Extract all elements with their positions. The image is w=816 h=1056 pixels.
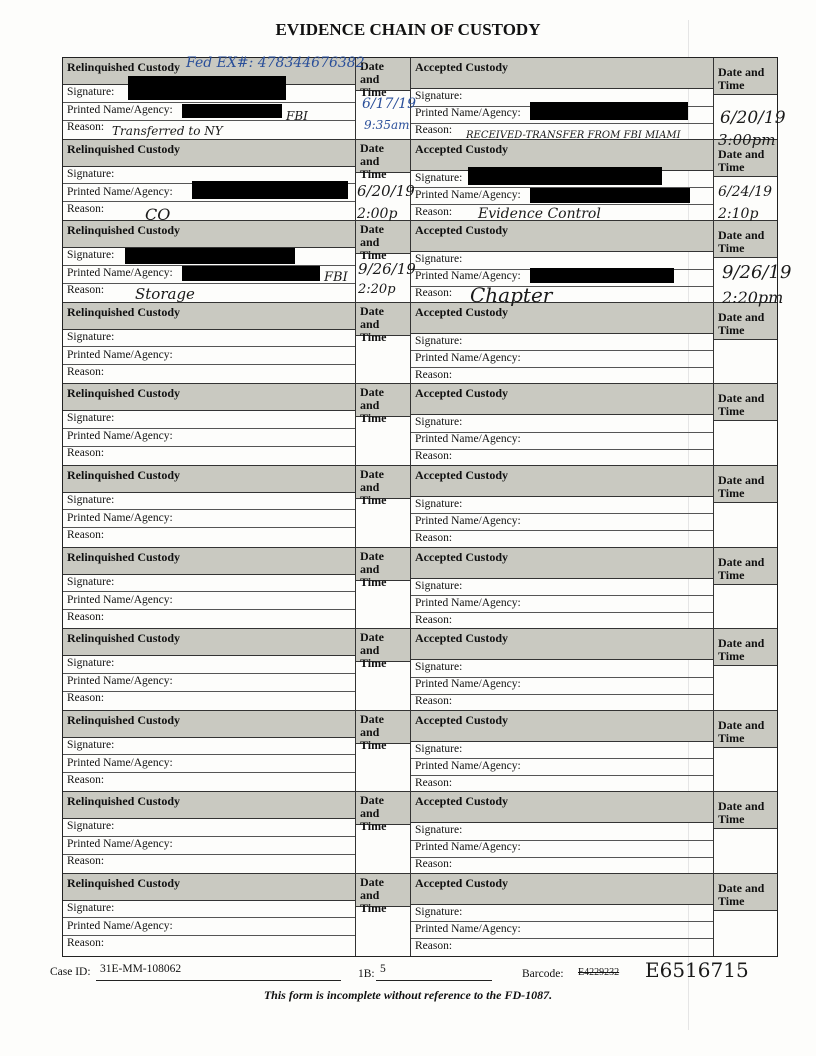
date-time-header: Date and Time [356,874,410,907]
accept-date-column [714,548,777,629]
signature-field[interactable] [63,493,355,511]
signature-label: Signature: [67,249,115,262]
signature-field[interactable] [411,742,713,760]
printed-label: Printed Name/Agency: [415,922,521,935]
reason-label: Reason: [67,610,105,623]
signature-label: Signature: [415,497,463,510]
reason-field[interactable] [411,449,713,467]
reason-label: Reason: [67,202,105,215]
custody-block [63,874,777,956]
printed-field[interactable] [411,759,713,777]
barcode-struck-value: E4229232 [578,967,620,978]
date-time-header: Date and Time [714,629,777,666]
relinquished-column [63,629,356,710]
handwritten-b2-acc-reason: Chapter [470,283,553,307]
relinquished-header: Relinquished Custody [63,140,355,167]
accepted-header: Accepted Custody [411,711,713,742]
date-time-header: Date and Time [714,384,777,421]
accepted-header: Accepted Custody [411,384,713,415]
printed-label: Printed Name/Agency: [415,351,521,364]
reason-field[interactable] [63,365,355,383]
date-time-header: Date and Time [714,711,777,748]
reason-label: Reason: [415,776,453,789]
ib-value: 5 [380,963,386,975]
signature-field[interactable] [63,738,355,756]
relinquished-column [63,384,356,465]
reason-field[interactable] [411,694,713,712]
redaction-box [530,102,688,120]
signature-label: Signature: [415,253,463,266]
date-time-header: Date and Time [714,140,777,177]
signature-field[interactable] [411,823,713,841]
form-title: EVIDENCE CHAIN OF CUSTODY [275,20,541,39]
printed-field[interactable] [63,756,355,774]
accepted-column [411,629,714,710]
relinquished-column [63,548,356,629]
accepted-column [411,874,714,956]
redaction-box [128,76,286,100]
printed-field[interactable] [411,677,713,695]
reason-field[interactable] [411,531,713,549]
printed-label: Printed Name/Agency: [415,433,521,446]
date-time-header: Date and Time [356,384,410,417]
signature-field[interactable] [411,497,713,515]
relinquish-date-column [356,303,411,384]
printed-label: Printed Name/Agency: [415,107,521,119]
printed-label: Printed Name/Agency: [67,838,173,851]
reason-label: Reason: [67,692,105,705]
reason-field[interactable] [63,202,355,220]
signature-field[interactable] [63,575,355,593]
relinquished-header: Relinquished Custody [63,303,355,330]
signature-field[interactable] [411,334,713,352]
relinquished-header: Relinquished Custody [63,629,355,656]
reason-field[interactable] [63,773,355,791]
reason-label: Reason: [67,121,105,133]
custody-block [63,629,777,711]
printed-field[interactable] [411,432,713,450]
date-time-header: Date and Time [356,548,410,581]
handwritten-b0-agency: FBI [286,109,308,123]
relinquished-header: Relinquished Custody [63,792,355,819]
signature-field[interactable] [63,411,355,429]
signature-label: Signature: [415,579,463,592]
reason-field[interactable] [63,936,355,954]
relinquished-header: Relinquished Custody [63,711,355,738]
signature-label: Signature: [415,905,463,918]
signature-label: Signature: [415,661,463,674]
case-id-label: Case ID: [50,966,91,978]
date-time-header: Date and Time [714,466,777,503]
signature-field[interactable] [411,579,713,597]
signature-label: Signature: [415,742,463,755]
date-time-header: Date and Time [356,58,410,91]
reason-label: Reason: [415,368,453,381]
relinquished-header: Relinquished Custody [63,548,355,575]
redaction-box [468,167,662,185]
redaction-box [530,188,690,203]
reason-label: Reason: [67,936,105,949]
reason-field[interactable] [411,939,713,957]
accept-date-column [714,303,777,384]
signature-label: Signature: [67,330,115,343]
printed-field[interactable] [63,837,355,855]
reason-field[interactable] [63,283,355,301]
signature-label: Signature: [67,901,115,914]
reason-field[interactable] [63,610,355,628]
relinquished-column [63,711,356,792]
accept-date-column [714,466,777,547]
printed-label: Printed Name/Agency: [67,267,173,280]
date-time-header: Date and Time [356,303,410,336]
ib-label: 1B: [358,968,375,980]
reason-label: Reason: [67,447,105,460]
accept-date-column [714,711,777,792]
relinquished-column [63,792,356,873]
relinquished-header: Relinquished Custody [63,58,355,85]
accepted-header: Accepted Custody [411,221,713,252]
signature-label: Signature: [67,657,115,670]
custody-block [63,466,777,548]
printed-field[interactable] [63,919,355,937]
signature-label: Signature: [67,167,115,180]
accepted-column [411,221,714,302]
date-time-header: Date and Time [356,140,410,173]
reason-label: Reason: [67,284,105,297]
signature-label: Signature: [415,824,463,837]
printed-label: Printed Name/Agency: [415,841,521,854]
accepted-column [411,548,714,629]
printed-field[interactable] [411,514,713,532]
relinquish-date-column [356,874,411,956]
reason-field[interactable] [411,613,713,631]
handwritten-b1-acc-reason: Evidence Control [478,206,601,222]
handwritten-b2-time: 2:20p [358,282,396,297]
redaction-box [182,104,282,118]
date-time-header: Date and Time [714,548,777,585]
custody-block [63,792,777,874]
date-time-header: Date and Time [356,466,410,499]
accepted-column [411,58,714,139]
printed-label: Printed Name/Agency: [67,348,173,361]
relinquish-date-column [356,384,411,465]
printed-label: Printed Name/Agency: [67,919,173,932]
printed-field[interactable] [63,593,355,611]
handwritten-b0-reason: Transferred to NY [112,124,223,138]
date-time-header: Date and Time [714,58,777,95]
accepted-column [411,466,714,547]
custody-block [63,548,777,630]
handwritten-b2-agency: FBI [324,270,348,285]
printed-label: Printed Name/Agency: [67,593,173,606]
accepted-column [411,792,714,873]
redaction-box [125,248,295,264]
signature-label: Signature: [415,334,463,347]
signature-label: Signature: [415,171,463,184]
reason-field[interactable] [411,286,713,304]
printed-field[interactable] [63,511,355,529]
reason-label: Reason: [415,695,453,708]
accepted-column [411,303,714,384]
printed-field[interactable] [411,922,713,940]
printed-field[interactable] [63,429,355,447]
printed-label: Printed Name/Agency: [67,511,173,524]
signature-field[interactable] [63,901,355,919]
reason-label: Reason: [67,365,105,378]
signature-field[interactable] [411,660,713,678]
signature-label: Signature: [67,820,115,833]
accepted-header: Accepted Custody [411,303,713,334]
date-time-header: Date and Time [356,711,410,744]
case-id-value: 31E-MM-108062 [100,963,182,975]
printed-field[interactable] [411,351,713,369]
reason-label: Reason: [415,450,453,463]
date-time-header: Date and Time [356,629,410,662]
reason-label: Reason: [415,205,453,218]
reason-label: Reason: [415,939,453,952]
date-time-header: Date and Time [714,221,777,258]
printed-field[interactable] [63,348,355,366]
printed-label: Printed Name/Agency: [415,596,521,609]
redaction-box [192,181,348,199]
accept-date-column [714,874,777,956]
handwritten-b0-acc-time: 3:00pm [718,131,776,149]
reason-field[interactable] [411,776,713,794]
signature-field[interactable] [411,415,713,433]
printed-label: Printed Name/Agency: [415,514,521,527]
custody-block [63,711,777,793]
accepted-header: Accepted Custody [411,140,713,171]
reason-field[interactable] [63,691,355,709]
printed-field[interactable] [411,840,713,858]
redaction-box [182,266,320,281]
reason-field[interactable] [63,854,355,872]
relinquished-header: Relinquished Custody [63,384,355,411]
printed-label: Printed Name/Agency: [67,104,173,116]
printed-label: Printed Name/Agency: [67,675,173,688]
accepted-header: Accepted Custody [411,874,713,905]
date-time-header: Date and Time [356,792,410,825]
redaction-box [530,268,674,283]
barcode-value: E6516715 [645,958,749,982]
handwritten-b0-acc-reason: RECEIVED-TRANSFER FROM FBI MIAMI [466,130,681,141]
printed-label: Printed Name/Agency: [67,756,173,769]
relinquished-column [63,466,356,547]
relinquish-date-column [356,792,411,873]
signature-label: Signature: [67,738,115,751]
handwritten-b0-time: 9:35am [364,118,410,132]
accepted-column [411,384,714,465]
reason-label: Reason: [67,773,105,786]
handwritten-b2-date: 9/26/19 [358,260,416,278]
reason-label: Reason: [415,858,453,871]
handwritten-b0-acc-date: 6/20/19 [720,108,786,128]
accepted-header: Accepted Custody [411,58,713,89]
signature-label: Signature: [67,493,115,506]
signature-label: Signature: [67,412,115,425]
reason-field[interactable] [411,368,713,386]
relinquished-header: Relinquished Custody [63,466,355,493]
accept-date-column [714,629,777,710]
accept-date-column [714,384,777,465]
printed-field[interactable] [63,674,355,692]
reason-label: Reason: [67,855,105,868]
handwritten-b0-date: 6/17/19 [362,96,416,112]
accepted-header: Accepted Custody [411,792,713,823]
accepted-column [411,711,714,792]
reason-label: Reason: [67,528,105,541]
relinquish-date-column [356,629,411,710]
accept-date-column [714,792,777,873]
handwritten-b2-reason: Storage [135,285,195,303]
handwritten-b2-acc-time: 2:20pm [722,288,784,307]
printed-label: Printed Name/Agency: [415,678,521,691]
date-time-header: Date and Time [356,221,410,254]
reason-label: Reason: [415,287,453,300]
date-time-header: Date and Time [714,792,777,829]
handwritten-b1-date: 6/20/19 [357,182,415,200]
reason-field[interactable] [411,857,713,875]
signature-label: Signature: [415,90,463,102]
relinquish-date-column [356,466,411,547]
printed-label: Printed Name/Agency: [415,270,521,283]
handwritten-b2-acc-date: 9/26/19 [722,262,792,283]
barcode-label: Barcode: [522,968,564,980]
signature-label: Signature: [67,575,115,588]
reason-label: Reason: [415,124,453,136]
custody-block [63,384,777,466]
printed-label: Printed Name/Agency: [67,185,173,198]
relinquish-date-column [356,548,411,629]
handwritten-b1-time: 2:00p [357,206,398,222]
date-time-header: Date and Time [714,303,777,340]
handwritten-b1-acc-time: 2:10p [718,206,759,222]
relinquished-column [63,140,356,221]
signature-label: Signature: [67,86,115,98]
handwritten-b1-acc-date: 6/24/19 [718,184,772,200]
relinquished-header: Relinquished Custody [63,874,355,901]
relinquish-date-column [356,711,411,792]
printed-field[interactable] [411,596,713,614]
signature-field[interactable] [63,656,355,674]
handwritten-b0-header: Fed EX#: 478344676382 [186,55,365,71]
relinquished-header: Relinquished Custody [63,221,355,248]
accepted-header: Accepted Custody [411,466,713,497]
signature-field[interactable] [63,819,355,837]
accepted-header: Accepted Custody [411,629,713,660]
form-note: This form is incomplete without reference to the FD-1087. [263,988,553,1002]
reason-label: Reason: [415,613,453,626]
relinquished-column [63,874,356,956]
custody-block [63,303,777,385]
printed-label: Printed Name/Agency: [67,430,173,443]
reason-field[interactable] [63,446,355,464]
handwritten-b1-reason: CO [145,205,171,224]
relinquished-column [63,303,356,384]
reason-label: Reason: [415,531,453,544]
printed-label: Printed Name/Agency: [415,759,521,772]
signature-field[interactable] [411,905,713,923]
reason-field[interactable] [63,528,355,546]
printed-label: Printed Name/Agency: [415,188,521,201]
signature-label: Signature: [415,416,463,429]
accepted-header: Accepted Custody [411,548,713,579]
date-time-header: Date and Time [714,874,777,911]
signature-field[interactable] [63,330,355,348]
